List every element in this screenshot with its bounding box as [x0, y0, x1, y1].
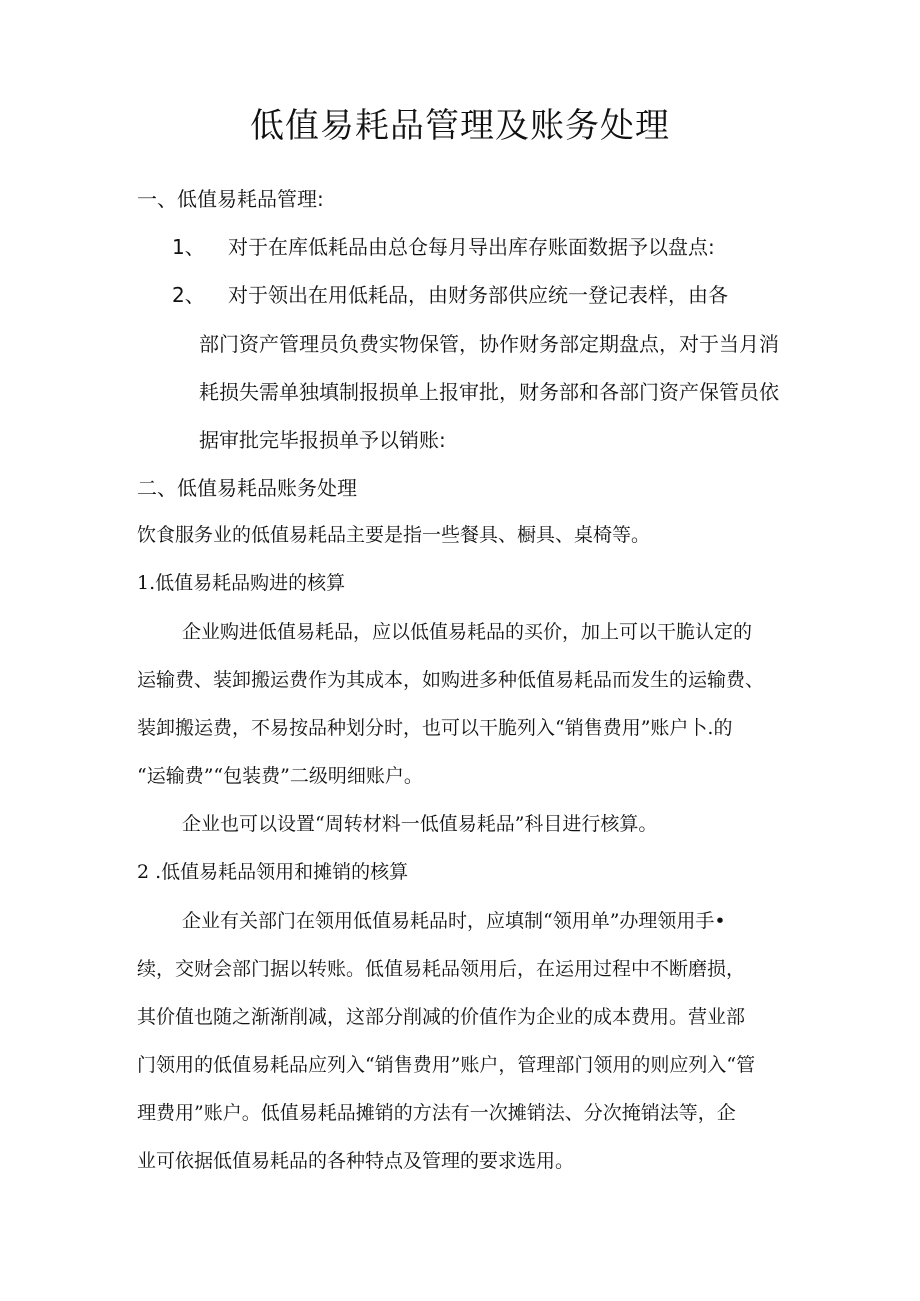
item-2-text-line-2: 部门资产管理员负费实物保管，协作财务部定期盘点，对于当月消 [199, 332, 779, 356]
page-title: 低值易耗品管理及账务处理 [250, 106, 670, 146]
section-2-intro: 饮食服务业的低值易耗品主要是指一些餐具、橱具、桌椅等。 [137, 524, 651, 546]
item-1-number: 1、 [172, 235, 205, 259]
subsection-1-line-4: “运输费”“包装费”二级明细账户。 [137, 765, 423, 787]
section-2-heading: 二、低值易耗品账务处理 [137, 476, 357, 500]
subsection-2-line-3: 其价值也随之渐渐削减，这部分削减的价值作为企业的成本费用。营业部 [137, 1006, 746, 1028]
subsection-1-line-3: 装卸搬运费，不易按品种划分时，也可以干脆列入“销售费用”账户卜.的 [137, 717, 733, 739]
subsection-1-line-2: 运输费、装卸搬运费作为其成本，如购进多种低值易耗品而发生的运输费、 [137, 669, 765, 691]
subsection-2-line-2: 续，交财会部门据以转账。低值易耗品领用后，在运用过程中不断磨损， [137, 958, 746, 980]
item-1-text: 对于在库低耗品由总仓每月导出库存账面数据予以盘点: [228, 235, 715, 259]
subsection-2-heading: 2 .低值易耗品领用和摊销的核算 [137, 861, 409, 883]
subsection-2-line-4: 门领用的低值易耗品应列入“销售费用”账户，管理部门领用的则应列入“管 [137, 1054, 756, 1076]
subsection-2-line-6: 业可依据低值易耗品的各种特点及管理的要求选用。 [137, 1150, 575, 1172]
section-1-heading: 一、低值易耗品管理: [137, 187, 324, 211]
section-1-item-1 [172, 237, 715, 257]
subsection-2-line-5: 理费用”账户。低值易耗品摊销的方法有一次摊销法、分次掩销法等，企 [137, 1102, 736, 1124]
section-1-item-2 [172, 285, 728, 305]
item-2-text-line-3: 耗损失需单独填制报损单上报审批，财务部和各部门资产保管员依 [199, 380, 779, 404]
subsection-2-line-1: 企业有关部门在领用低值易耗品时，应填制“领用单”办理领用手• [182, 910, 726, 932]
item-2-number: 2、 [172, 283, 205, 307]
item-2-text-line-1: 对于领出在用低耗品，由财务部供应统一登记表样，由各 [228, 283, 728, 307]
subsection-1-line-5: 企业也可以设置“周转材料一低值易耗品”科目进行核算。 [182, 813, 658, 835]
subsection-1-line-1: 企业购进低值易耗品，应以低值易耗品的买价，加上可以干脆认定的 [182, 621, 753, 643]
item-2-text-line-4: 据审批完毕报损单予以销账: [199, 428, 446, 452]
subsection-1-heading: 1.低值易耗品购进的核算 [137, 572, 346, 594]
